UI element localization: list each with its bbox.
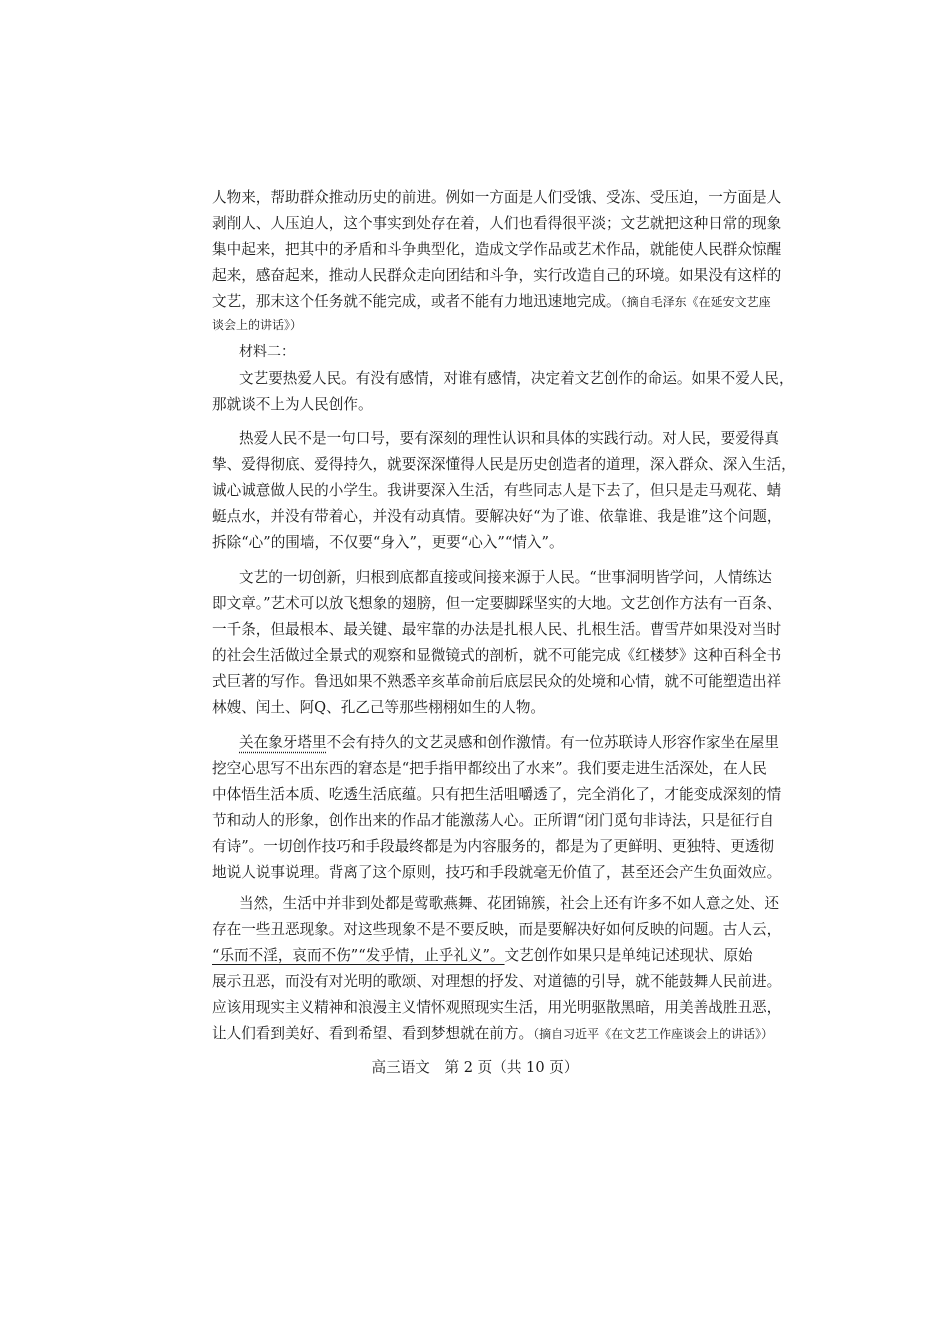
text-segment: 文艺，那末这个任务就不能完成，或者不能有力地迅速地完成。 (212, 293, 621, 310)
text-line: 挖空心思写不出东西的窘态是“把手指甲都绞出了水来”。我们要走进生活深处，在人民 (212, 760, 767, 777)
text-line: 挚、爱得彻底、爱得持久，就要深深懂得人民是历史创造者的道理，深入群众、深入生活， (212, 456, 796, 473)
text-line: 一千条，但最根本、最关键、最牢靠的办法是扎根人民、扎根生活。曹雪芹如果没对当时 (212, 621, 782, 638)
text-line: 集中起来，把其中的矛盾和斗争典型化，造成文学作品或艺术作品，就能使人民群众惊醒 (212, 241, 782, 258)
text-segment: 不会有持久的文艺灵感和创作激情。有一位苏联诗人形容作家坐在屋里 (326, 734, 779, 751)
text-segment: 文艺创作如果只是单纯记述现状、原始 (504, 947, 753, 964)
text-segment: 让人们看到美好、看到希望、看到梦想就在前方。 (212, 1025, 534, 1042)
text-line: 蜓点水，并没有带着心，并没有动真情。要解决好“为了谁、依靠谁、我是谁”这个问题， (212, 508, 782, 525)
citation: （摘自习近平《在文艺工作座谈会上的讲话》） (533, 1027, 774, 1041)
underlined-quote: “乐而不淫，哀而不伤”“发乎情，止乎礼义”。 (212, 947, 505, 964)
text-line: 地说人说事说理。背离了这个原则，技巧和手段就毫无价值了，甚至还会产生负面效应。 (212, 864, 782, 881)
citation: （摘自毛泽东《在延安文艺座 (620, 295, 771, 309)
section-label: 材料二： (239, 344, 295, 360)
text-line: 人物来，帮助群众推动历史的前进。例如一方面是人们受饿、受冻、受压迫，一方面是人 (212, 189, 782, 206)
text-line: 节和动人的形象，创作出来的作品才能激荡人心。正所谓“闭门觅句非诗法，只是征行自 (212, 812, 775, 829)
marked-phrase: 关在象牙塔里 (239, 734, 327, 751)
text-line: 中体悟生活本质、吃透生活底蕴。只有把生活咀嚼透了，完全消化了，才能变成深刻的情 (212, 786, 782, 803)
text-line (239, 730, 779, 756)
text-line: 诚心诚意做人民的小学生。我讲要深入生活，有些同志人是下去了，但只是走马观花、蜻 (212, 482, 782, 499)
text-line (212, 1021, 774, 1047)
text-line: 的社会生活做过全景式的观察和显微镜式的剖析，就不可能完成《红楼梦》这种百科全书 (212, 647, 782, 664)
text-line: 剥削人、人压迫人，这个事实到处存在着，人们也看得很平淡；文艺就把这种日常的现象 (212, 215, 782, 232)
text-line: 热爱人民不是一句口号，要有深刻的理性认识和具体的实践行动。对人民，要爱得真 (239, 430, 779, 447)
text-line: 应该用现实主义精神和浪漫主义情怀观照现实生活，用光明驱散黑暗，用美善战胜丑恶， (212, 999, 782, 1016)
text-line: 文艺的一切创新，归根到底都直接或间接来源于人民。“世事洞明皆学问，人情练达 (239, 569, 772, 586)
text-line: 那就谈不上为人民创作。 (212, 396, 373, 413)
page-footer: 高三语文 第 2 页（共 10 页） (371, 1059, 579, 1076)
text-line: 展示丑恶，而没有对光明的歌颂、对理想的抒发、对道德的引导，就不能鼓舞人民前进。 (212, 973, 782, 990)
text-line: 有诗”。一切创作技巧和手段最终都是为内容服务的，都是为了更鲜明、更独特、更透彻 (212, 838, 775, 855)
text-line: 式巨著的写作。鲁迅如果不熟悉辛亥革命前后底层民众的处境和心情，就不可能塑造出祥 (212, 673, 782, 690)
text-line (212, 943, 753, 969)
text-line: 存在一些丑恶现象。对这些现象不是不要反映，而是要解决好如何反映的问题。古人云， (212, 921, 782, 938)
text-line: 当然，生活中并非到处都是莺歌燕舞、花团锦簇，社会上还有许多不如人意之处、还 (239, 895, 779, 912)
text-line: 林嫂、闰土、阿Q、孔乙己等那些栩栩如生的人物。 (212, 699, 546, 716)
citation: 谈会上的讲话》） (212, 318, 303, 332)
text-line: 即文章。”艺术可以放飞想象的翅膀，但一定要脚踩坚实的大地。文艺创作方法有一百条、 (212, 595, 782, 612)
text-line: 文艺要热爱人民。有没有感情，对谁有感情，决定着文艺创作的命运。如果不爱人民， (239, 370, 794, 387)
text-line: 起来，感奋起来，推动人民群众走向团结和斗争，实行改造自己的环境。如果没有这样的 (212, 267, 782, 284)
text-line: 拆除“心”的围墙，不仅要“身入”，更要“心入”“情入”。 (212, 534, 564, 551)
